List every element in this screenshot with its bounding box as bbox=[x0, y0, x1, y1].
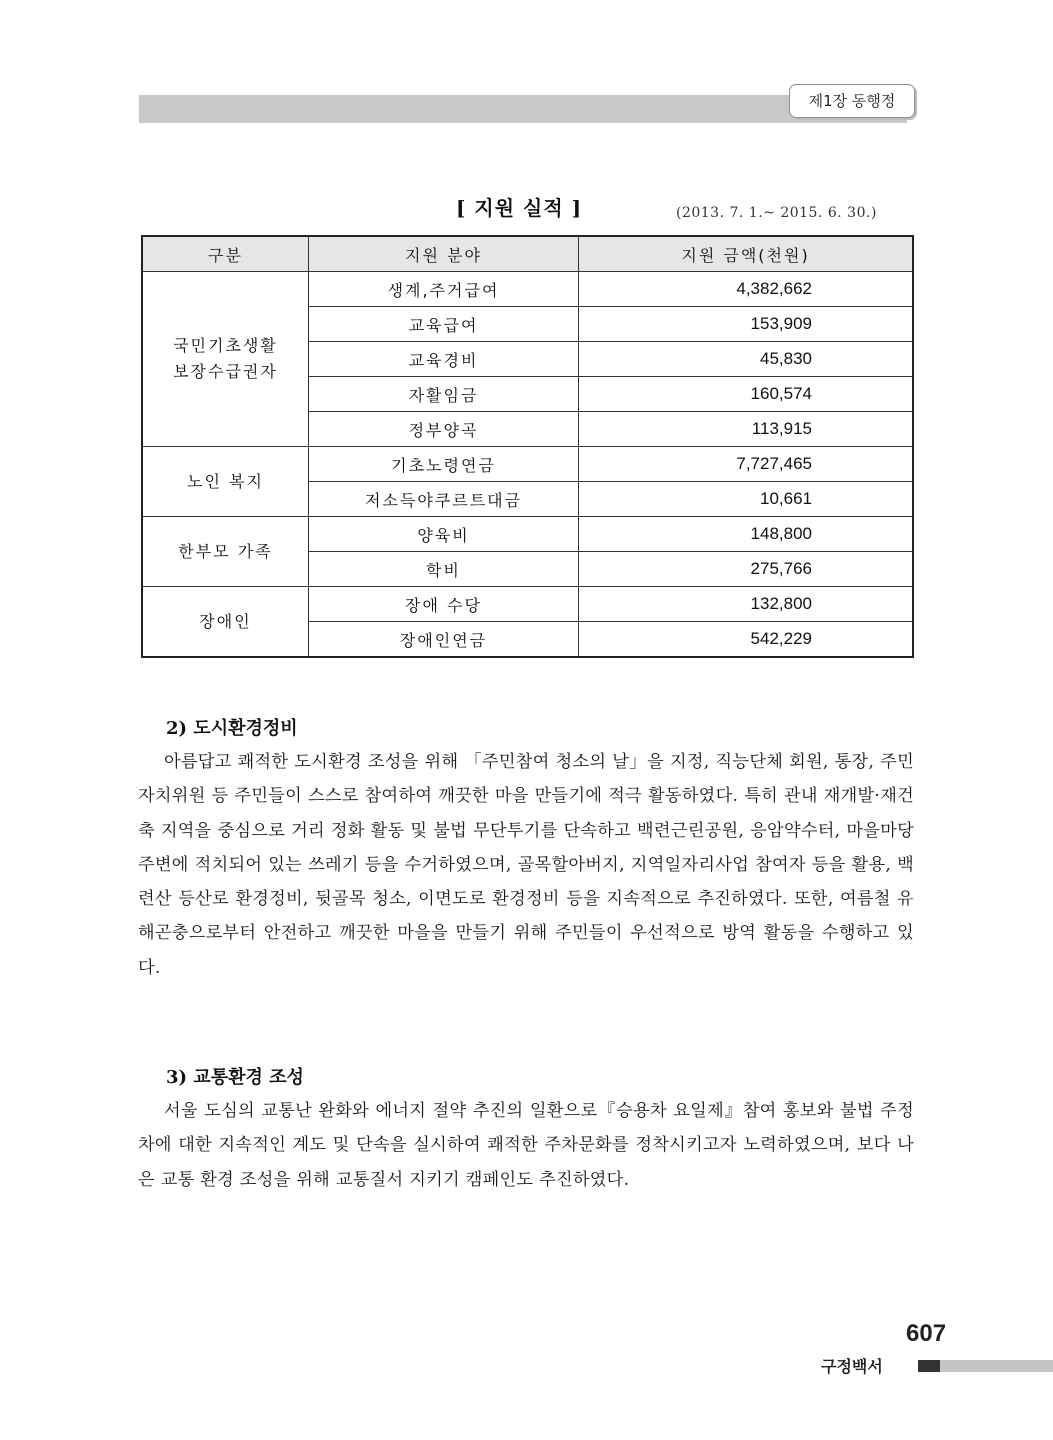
field-cell: 교육급여 bbox=[308, 307, 578, 342]
amount-cell: 153,909 bbox=[579, 307, 913, 342]
footer-bar-dark bbox=[918, 1360, 940, 1372]
amount-cell: 542,229 bbox=[579, 622, 913, 658]
footer-bar-light bbox=[940, 1360, 1053, 1372]
category-cell: 한부모 가족 bbox=[142, 517, 308, 587]
chapter-label: 제1장 동행정 bbox=[789, 84, 915, 118]
field-cell: 학비 bbox=[308, 552, 578, 587]
amount-cell: 132,800 bbox=[579, 587, 913, 622]
table-header-row bbox=[142, 236, 913, 272]
field-cell: 교육경비 bbox=[308, 342, 578, 377]
amount-cell: 275,766 bbox=[579, 552, 913, 587]
field-cell: 저소득야쿠르트대금 bbox=[308, 482, 578, 517]
table-row bbox=[142, 447, 913, 482]
field-cell: 기초노령연금 bbox=[308, 447, 578, 482]
field-cell: 정부양곡 bbox=[308, 412, 578, 447]
field-cell: 양육비 bbox=[308, 517, 578, 552]
table-row bbox=[142, 517, 913, 552]
category-label: 보장수급권자 bbox=[173, 362, 278, 381]
table-title: [ 지원 실적 ] bbox=[456, 196, 583, 220]
field-cell: 장애인연금 bbox=[308, 622, 578, 658]
amount-cell: 45,830 bbox=[579, 342, 913, 377]
support-table bbox=[141, 235, 914, 658]
table-period: (2013. 7. 1.~ 2015. 6. 30.) bbox=[676, 205, 877, 221]
field-cell: 생계,주거급여 bbox=[308, 272, 578, 307]
category-label: 국민기초생활 bbox=[173, 336, 278, 355]
section-body: 서울 도심의 교통난 완화와 에너지 절약 추진의 일환으로『승용차 요일제』참여 홍보와 불법 주정차에 대한 지속적인 계도 및 단속을 실시하여 쾌적한 주차문화를 정착시키고자 노력하였으며, 보다 나은 교통 환경 조성을 위해 교통질서 지키기 캠페인도 추진하였다. bbox=[138, 1101, 914, 1190]
section-heading: 3) 교통환경 조성 bbox=[166, 1067, 304, 1088]
amount-cell: 148,800 bbox=[579, 517, 913, 552]
section-body: 아름답고 쾌적한 도시환경 조성을 위해 「주민참여 청소의 날」을 지정, 직능단체 회원, 통장, 주민자치위원 등 주민들이 스스로 참여하여 깨끗한 마을 만들기에 적극 활동하였다. 특히 관내 재개발·재건축 지역을 중심으로 거리 정화 활동 및 불법 무단투기를 단속하고 백련근린공원, 응암약수터, 마을마당 주변에 적치되어 있는 쓰레기 등을 수거하였으며, 골목할아버지, 지역일자리사업 참여자 등을 활용, 백련산 등산로 환경정비, 뒷골목 청소, 이면도로 환경정비 등을 지속적으로 추진하였다. 또한, 여름철 유해곤충으로부터 안전하고 깨끗한 마을을 만들기 위해 주민들이 우선적으로 방역 활동을 수행하고 있다. bbox=[138, 752, 914, 978]
table-row bbox=[142, 587, 913, 622]
amount-cell: 160,574 bbox=[579, 377, 913, 412]
column-header: 구분 bbox=[142, 236, 308, 272]
table-row bbox=[142, 272, 913, 307]
category-cell bbox=[142, 272, 308, 447]
column-header: 지원 금액(천원) bbox=[579, 236, 913, 272]
field-cell: 자활임금 bbox=[308, 377, 578, 412]
category-cell: 장애인 bbox=[142, 587, 308, 658]
amount-cell: 113,915 bbox=[579, 412, 913, 447]
amount-cell: 4,382,662 bbox=[579, 272, 913, 307]
section-heading: 2) 도시환경정비 bbox=[166, 718, 298, 739]
book-title: 구정백서 bbox=[821, 1357, 883, 1376]
amount-cell: 10,661 bbox=[579, 482, 913, 517]
field-cell: 장애 수당 bbox=[308, 587, 578, 622]
column-header: 지원 분야 bbox=[308, 236, 578, 272]
amount-cell: 7,727,465 bbox=[579, 447, 913, 482]
category-cell: 노인 복지 bbox=[142, 447, 308, 517]
page-number: 607 bbox=[906, 1320, 947, 1347]
